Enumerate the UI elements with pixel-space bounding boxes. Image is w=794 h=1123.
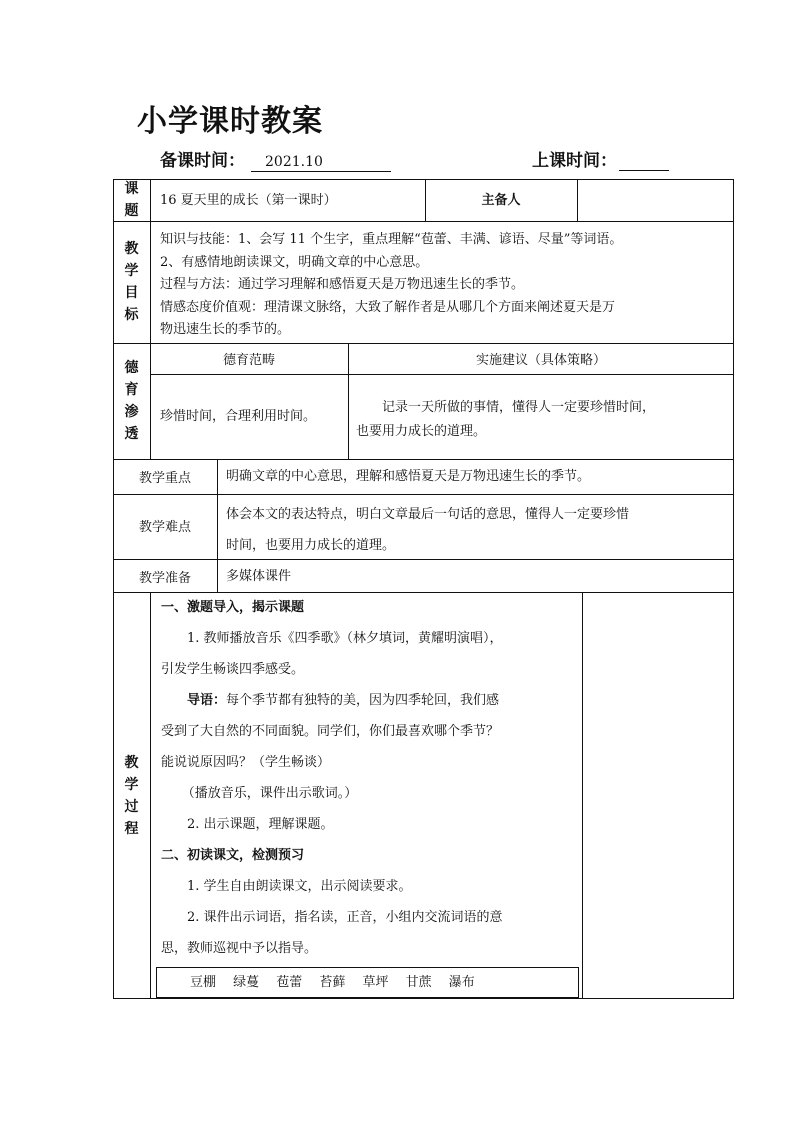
moral-col1-value: 珍惜时间，合理利用时间。 [160, 409, 317, 424]
moral-label: 德 育 渗 透 [124, 360, 139, 442]
prep-time [160, 146, 391, 172]
process-paragraph: 2. 出示课题，理解课题。 [187, 817, 334, 832]
moral-col2-header: 实施建议（具体策略） [475, 353, 606, 368]
section-heading: 二、初读课文，检测预习 [161, 848, 305, 863]
preparation-label: 教学准备 [138, 571, 191, 586]
vocabulary-words: 豆棚 绿蔓 苞蕾 苔藓 草坪 甘蔗 瀑布 [190, 975, 475, 990]
process-content [161, 592, 577, 964]
row-divider [113, 459, 734, 460]
prep-time-label: 备课时间： [160, 151, 245, 171]
process-paragraph: 1. 学生自由朗读课文，出示阅读要求。 [187, 879, 412, 894]
row-divider [113, 559, 734, 560]
moral-line: 记录一天所做的事情，懂得人一定要珍惜时间， [382, 400, 656, 415]
difficult-point-label: 教学难点 [138, 520, 191, 535]
goal-line: 知识与技能：1、会写 11 个生字，重点理解“苞蕾、丰满、谚语、尽量”等词语。 [160, 232, 623, 247]
class-time-label: 上课时间： [532, 151, 617, 171]
process-paragraph: 思，教师巡视中予以指导。 [161, 941, 318, 956]
process-paragraph: 1. 教师播放音乐《四季歌》（林夕填词，黄耀明演唱）， [187, 631, 503, 646]
process-paragraph: 2. 课件出示词语，指名读，正音，小组内交流词语的意 [187, 910, 503, 925]
preparer-label: 主备人 [481, 193, 521, 208]
process-paragraph: 受到了大自然的不同面貌。同学们，你们最喜欢哪个季节？ [161, 724, 500, 739]
document-title: 小学课时教案 [137, 104, 323, 139]
goals-content [160, 229, 730, 342]
row-divider [113, 221, 734, 222]
preparation-value: 多媒体课件 [226, 569, 292, 584]
process-paragraph: （播放音乐，课件出示歌词。） [181, 786, 358, 801]
prep-time-value: 2021.10 [251, 153, 391, 172]
topic-value: 16 夏天里的成长（第一课时） [160, 193, 337, 208]
process-notes-divider [582, 592, 583, 999]
guide-paragraph: 导语：每个季节都有独特的美，因为四季轮回，我们感 [187, 693, 500, 708]
difficult-line: 体会本文的表达特点，明白文章最后一句话的意思，懂得人一定要珍惜 [226, 507, 630, 522]
process-label: 教 学 过 程 [124, 754, 139, 837]
class-time-blank [619, 153, 669, 171]
goals-label: 教 学 目 标 [124, 241, 139, 323]
difficult-line: 时间，也要用力成长的道理。 [226, 538, 396, 553]
process-paragraph: 引发学生畅谈四季感受。 [161, 662, 305, 677]
topic-label: 课 题 [124, 181, 139, 219]
goal-line: 情感态度价值观：理清课文脉络，大致了解作者是从哪几个方面来阐述夏天是万 [160, 299, 616, 315]
row-divider [113, 494, 734, 495]
class-time [532, 146, 669, 171]
goal-line: 过程与方法：通过学习理解和感悟夏天是万物迅速生长的季节。 [160, 277, 525, 292]
guide-label: 导语： [187, 693, 227, 708]
difficult-point-value [226, 499, 731, 561]
key-point-label: 教学重点 [138, 471, 191, 486]
moral-line: 也要用力成长的道理。 [356, 424, 487, 439]
goal-line: 2、有感情地朗读课文，明确文章的中心意思。 [160, 254, 429, 270]
label-divider [217, 459, 218, 592]
moral-col2-value [356, 396, 728, 444]
process-paragraph: 能说说原因吗？（学生畅谈） [161, 755, 331, 770]
moral-col1-header: 德育范畴 [222, 353, 275, 368]
row-divider [113, 343, 734, 344]
moral-header-divider [150, 374, 734, 375]
key-point-value: 明确文章的中心意思，理解和感悟夏天是万物迅速生长的季节。 [226, 469, 591, 484]
section-heading: 一、激题导入，揭示课题 [161, 600, 305, 615]
goal-line: 物迅速生长的季节的。 [160, 322, 291, 337]
label-column-divider-process [150, 592, 151, 999]
topic-divider-2 [577, 179, 578, 221]
